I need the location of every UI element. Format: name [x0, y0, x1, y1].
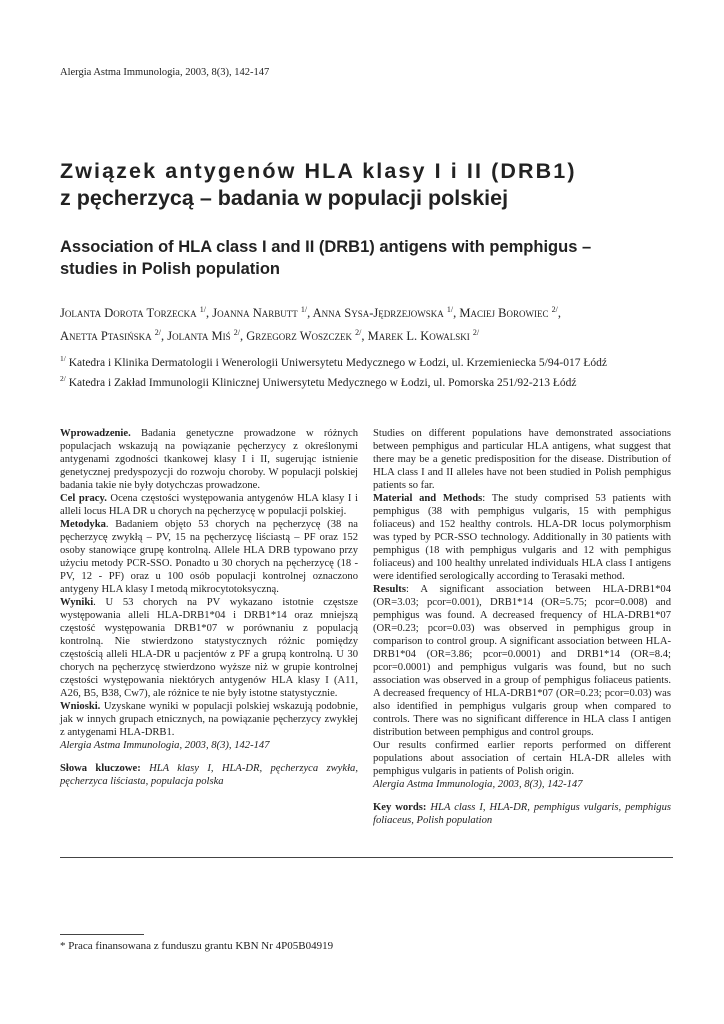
- author-name: Joanna Narbutt: [212, 306, 298, 321]
- author-separator: ,: [557, 306, 561, 321]
- abstract-english: [373, 427, 671, 827]
- abstract-pl-introduction: [60, 427, 358, 492]
- author-name: Jolanta Dorota Torzecka: [60, 306, 197, 321]
- author-line-2: [60, 323, 680, 346]
- keywords-text: HLA klasy I, HLA-DR, pęcherzyca zwykła, pęcherzyca liściasta, populacja polska: [60, 763, 358, 787]
- section-text: Ocena częstości występowania antygenów HLA klasy I i alleli locus HLA DR u chorych na pęcherzycę w populacji polskiej.: [60, 493, 358, 517]
- abstract-en-introduction: Studies on different populations have demonstrated associations between pemphigus and particular HLA antigens, what suggest that there may be a genetic predisposition for the disease. Distribution of HLA class I and II alleles have not been studied in Polish pemphigus patients so far.: [373, 428, 671, 491]
- section-divider: [60, 857, 673, 858]
- affiliation-1: [60, 351, 680, 371]
- abstract-en-results: [373, 583, 671, 739]
- citation-text: Alergia Astma Immunologia, 2003, 8(3), 142-147: [373, 779, 583, 790]
- section-text: : The study comprised 53 patients with pemphigus (38 with pemphigus vulgaris, 15 with pemphigus foliaceus) and 152 healthy controls. HLA-DR locus polymorphism was typed by PCR-SSO technology. Additionally in 30 patients with pemphigus (18 with pemphigus vulgaris and 12 with pemphigus foliaceus) and 100 healthy unrelated individuals HLA class I antigens were identified serologically according to Terasaki method.: [373, 493, 671, 582]
- affiliation-text: Katedra i Zakład Immunologii Klinicznej Uniwersytetu Medycznego w Łodzi, ul. Pomorska 251/92-213 Łódź: [65, 376, 577, 389]
- author-affiliation-mark: 2/: [472, 328, 480, 338]
- abstract-polish: [60, 427, 358, 788]
- title-english-line-1: Association of HLA class I and II (DRB1) antigens with pemphigus –: [60, 238, 592, 256]
- section-text: : A significant association between HLA-DRB1*04 (OR=3.03; pcor=0.001), DRB1*14 (OR=5.75; pcor=0.008) and pemphigus was found. A decreased frequency of HLA-DRB1*07 (OR=0.23; pcor=0.03) was observed in pemphigus group in comparison to control group. A significant association between HLA-DRB1*04 (OR=3.86; pcor=0.0001) and DRB1*14 (OR=8.4; pcor=0.0001) and pemphigus vulgaris was found, but no such association was observed in a group of pemphigus foliaceus patients. A decreased frequency of HLA-DRB1*07 (OR=0.23; pcor=0.03) was also identified in pemphigus vulgaris group when compared to controls. There was no significant difference in HLA class I antigen distribution between pemphigus and control groups.: [373, 584, 671, 738]
- keywords-polish: [60, 762, 358, 788]
- section-label: Material and Methods: [373, 493, 483, 504]
- affiliations: [60, 351, 680, 391]
- abstract-en-methods: [373, 492, 671, 583]
- title-polish-line-1: Związek antygenów HLA klasy I i II (DRB1): [60, 159, 577, 183]
- affiliation-2: [60, 371, 680, 391]
- author-name: Anna Sysa-Jędrzejowska: [312, 306, 444, 321]
- footnote: * Praca finansowana z funduszu grantu KBN Nr 4P05B04919: [60, 940, 334, 952]
- author-line-1: [60, 300, 680, 323]
- author-affiliation-mark: 1/: [446, 305, 454, 314]
- affiliation-text: Katedra i Klinika Dermatologii i Wenerologii Uniwersytetu Medycznego w Łodzi, ul. Krzemieniecka 5/94-017 Łódź: [65, 356, 607, 369]
- author-affiliation-mark: 2/: [154, 328, 162, 338]
- section-label: Cel pracy.: [60, 493, 107, 504]
- citation-text: Alergia Astma Immunologia, 2003, 8(3), 142-147: [60, 740, 270, 751]
- section-label: Results: [373, 584, 406, 595]
- abstract-pl-citation: [60, 739, 358, 752]
- title-english-line-2: studies in Polish population: [60, 260, 281, 278]
- keywords-english: [373, 801, 671, 827]
- keywords-text: HLA class I, HLA-DR, pemphigus vulgaris, pemphigus foliaceus, Polish population: [373, 802, 671, 826]
- author-separator: ,: [205, 306, 213, 321]
- keywords-label: Key words:: [373, 802, 427, 813]
- author-name: Grzegorz Woszczek: [246, 329, 353, 344]
- section-text: Uzyskane wyniki w populacji polskiej wskazują podobnie, jak w innych grupach etnicznych, na powiązanie pęcherzycy zwykłej z antygenami HLA-DRB1.: [60, 701, 358, 738]
- section-label: Wnioski.: [60, 701, 101, 712]
- author-affiliation-mark: 2/: [551, 305, 558, 314]
- author-separator: ,: [161, 329, 168, 344]
- keywords-label: Słowa kluczowe:: [60, 763, 141, 774]
- section-text: . Badaniem objęto 53 chorych na pęcherzycę (38 na pęcherzycę zwykłą – PV, 15 na pęcherzycę liściastą – PF oraz 152 osoby stanowiące grupę kontrolną. Allele HLA DRB typowano przy użyciu metody PCR-SSO. Ponadto u 30 chorych na pęcherzycę (18 - PV, 12 - PF) oraz u 100 osób populacji kontrolnej oznaczono antygeny HLA klasy I metodą mikrocytotoksyczną.: [60, 519, 358, 595]
- section-label: Wyniki: [60, 597, 94, 608]
- author-affiliation-mark: 2/: [355, 328, 362, 338]
- title-english: [60, 236, 680, 280]
- journal-reference: Alergia Astma Immunologia, 2003, 8(3), 142-147: [60, 67, 270, 78]
- abstract-pl-methods: [60, 518, 358, 596]
- section-text: . U 53 chorych na PV wykazano istotnie częstsze występowania alleli HLA-DRB1*04 i DRB1*14 oraz mniejszą częstość występowania DRB1*07 w porównaniu z populacją kontrolną. Nie stwierdzono statystycznych różnic pomiędzy częstością alleli HLA-DR u pacjentów z PF a grupą kontrolną. U 30 chorych na pęcherzycę stwierdzono wyższe niż w grupie kontrolnej częstości występowania niektórych antygenów HLA klasy I (A11, A26, B5, B38, Cw7), ale różnice te nie były istotne statystycznie.: [60, 597, 358, 699]
- title-polish-line-2: z pęcherzycą – badania w populacji polskiej: [60, 186, 509, 210]
- section-label: Metodyka: [60, 519, 106, 530]
- author-separator: ,: [361, 329, 368, 344]
- footnote-divider: [60, 934, 144, 935]
- abstract-en-citation: [373, 778, 671, 791]
- author-affiliation-mark: 1/: [199, 305, 206, 314]
- section-text: Badania genetyczne prowadzone w różnych populacjach wskazują na powiązanie pęcherzycy z określonymi antygenami zgodności tkankowej klasy I i II, sugerując istnienie genetycznej predyspozycji do rozwoju choroby. W populacji polskiej badania takie nie były dotychczas prowadzone.: [60, 428, 358, 491]
- author-separator: ,: [307, 306, 313, 321]
- author-name: Marek L. Kowalski: [367, 329, 470, 344]
- author-separator: ,: [453, 306, 460, 321]
- author-affiliation-mark: 1/: [300, 305, 308, 314]
- author-list: [60, 300, 680, 346]
- abstract-en-conclusion: Our results confirmed earlier reports performed on different populations about association of certain HLA-DR alleles with pemphigus vulgaris in patients of Polish origin.: [373, 740, 671, 777]
- author-separator: ,: [240, 329, 247, 344]
- author-name: Jolanta Miś: [167, 329, 231, 344]
- author-name: Maciej Borowiec: [459, 306, 549, 321]
- affiliation-mark: 2/: [60, 373, 66, 383]
- affiliation-mark: 1/: [60, 354, 66, 363]
- author-name: Anetta Ptasińska: [60, 329, 152, 344]
- section-label: Wprowadzenie.: [60, 428, 131, 439]
- abstract-pl-aim: [60, 492, 358, 518]
- title-polish: [60, 158, 670, 212]
- abstract-pl-conclusions: [60, 700, 358, 739]
- abstract-pl-results: [60, 596, 358, 700]
- author-affiliation-mark: 2/: [233, 328, 241, 338]
